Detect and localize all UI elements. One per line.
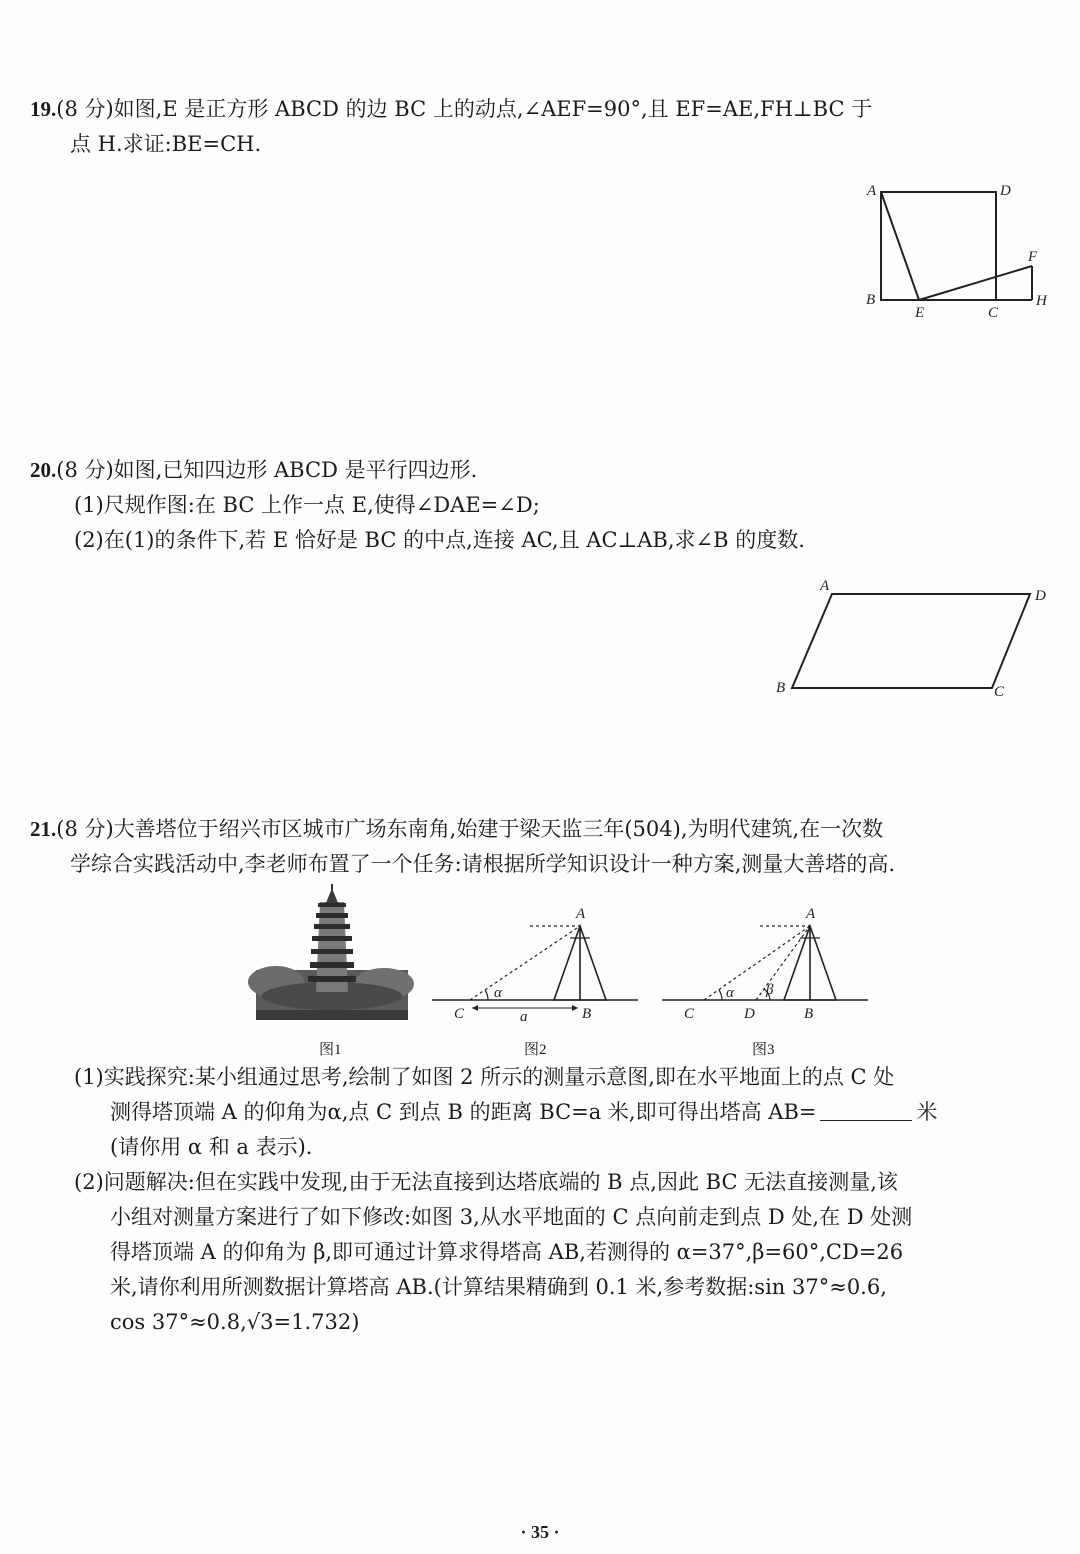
figure-caption-1: 图1: [319, 1042, 342, 1058]
question-number: 20.: [30, 458, 57, 482]
label-d: D: [1035, 588, 1046, 604]
label-d: D: [744, 1006, 755, 1022]
figure-parallelogram-abcd: [770, 578, 1060, 708]
part-2-line-3: 得塔顶端 A 的仰角为 β,即可通过计算求得塔高 AB,若测得的 α=37°,β=60°,CD=26: [110, 1240, 904, 1264]
question-text-cont: 学综合实践活动中,李老师布置了一个任务:请根据所学知识设计一种方案,测量大善塔的高.: [70, 852, 896, 876]
label-beta: β: [766, 982, 774, 998]
part-1-line-1: (1)实践探究:某小组通过思考,绘制了如图 2 所示的测量示意图,即在水平地面上的点 C 处: [74, 1065, 895, 1089]
label-a: A: [576, 906, 586, 922]
figure-caption-3: 图3: [752, 1042, 775, 1058]
part-1-line-2: 测得塔顶端 A 的仰角为α,点 C 到点 B 的距离 BC=a 米,即可得出塔高 AB= 米: [110, 1100, 938, 1124]
part-2-line-5: cos 37°≈0.8,√3=1.732): [110, 1310, 360, 1334]
label-b: B: [582, 1006, 592, 1022]
label-h: H: [1036, 293, 1047, 309]
figure-square-abcd: [860, 178, 1060, 328]
label-alpha: α: [494, 985, 502, 1001]
question-text-cont: 点 H.求证:BE=CH.: [70, 132, 262, 156]
label-alpha: α: [726, 985, 734, 1001]
question-part-2: (2)在(1)的条件下,若 E 恰好是 BC 的中点,连接 AC,且 AC⊥AB,求∠B 的度数.: [74, 528, 805, 552]
question-text: (8 分)如图,已知四边形 ABCD 是平行四边形.: [56, 458, 478, 482]
question-number: 19.: [30, 97, 57, 121]
label-f: F: [1028, 249, 1038, 265]
page-number: · 35 ·: [520, 1522, 560, 1542]
label-e: E: [915, 305, 925, 321]
question-text: (8 分)如图,E 是正方形 ABCD 的边 BC 上的动点,∠AEF=90°,且 EF=AE,FH⊥BC 于: [56, 97, 873, 121]
question-21-parts: [30, 1060, 1060, 1340]
label-a: A: [820, 578, 830, 594]
answer-blank[interactable]: [820, 1098, 912, 1121]
figure-1-pagoda-photo: [256, 884, 408, 1022]
question-21: [30, 812, 1060, 882]
label-b: B: [804, 1006, 814, 1022]
part-2-line-2: 小组对测量方案进行了如下修改:如图 3,从水平地面的 C 点向前走到点 D 处,在 D 处测: [110, 1205, 913, 1229]
question-19: [30, 92, 1060, 162]
question-number: 21.: [30, 817, 57, 841]
figure-3-diagram: [660, 904, 872, 1026]
question-part-1: (1)尺规作图:在 BC 上作一点 E,使得∠DAE=∠D;: [74, 493, 540, 517]
question-20: [30, 453, 1060, 558]
label-b: B: [866, 292, 876, 308]
label-c: C: [994, 684, 1005, 700]
label-a: A: [806, 906, 816, 922]
part-2-line-4: 米,请你利用所测数据计算塔高 AB.(计算结果精确到 0.1 米,参考数据:sin 37°≈0.6,: [110, 1275, 887, 1299]
part-1-line-3: (请你用 α 和 a 表示).: [110, 1135, 313, 1159]
label-a: A: [867, 183, 877, 199]
label-d: D: [1000, 183, 1011, 199]
figure-caption-2: 图2: [524, 1042, 547, 1058]
label-c: C: [684, 1006, 695, 1022]
label-a-length: a: [520, 1009, 528, 1025]
label-c: C: [988, 305, 999, 321]
question-text: (8 分)大善塔位于绍兴市区城市广场东南角,始建于梁天监三年(504),为明代建筑,在一次数: [56, 817, 884, 841]
label-c: C: [454, 1006, 465, 1022]
part-2-line-1: (2)问题解决:但在实践中发现,由于无法直接到达塔底端的 B 点,因此 BC 无法直接测量,该: [74, 1170, 898, 1194]
label-b: B: [776, 680, 786, 696]
figure-2-diagram: [430, 904, 642, 1026]
